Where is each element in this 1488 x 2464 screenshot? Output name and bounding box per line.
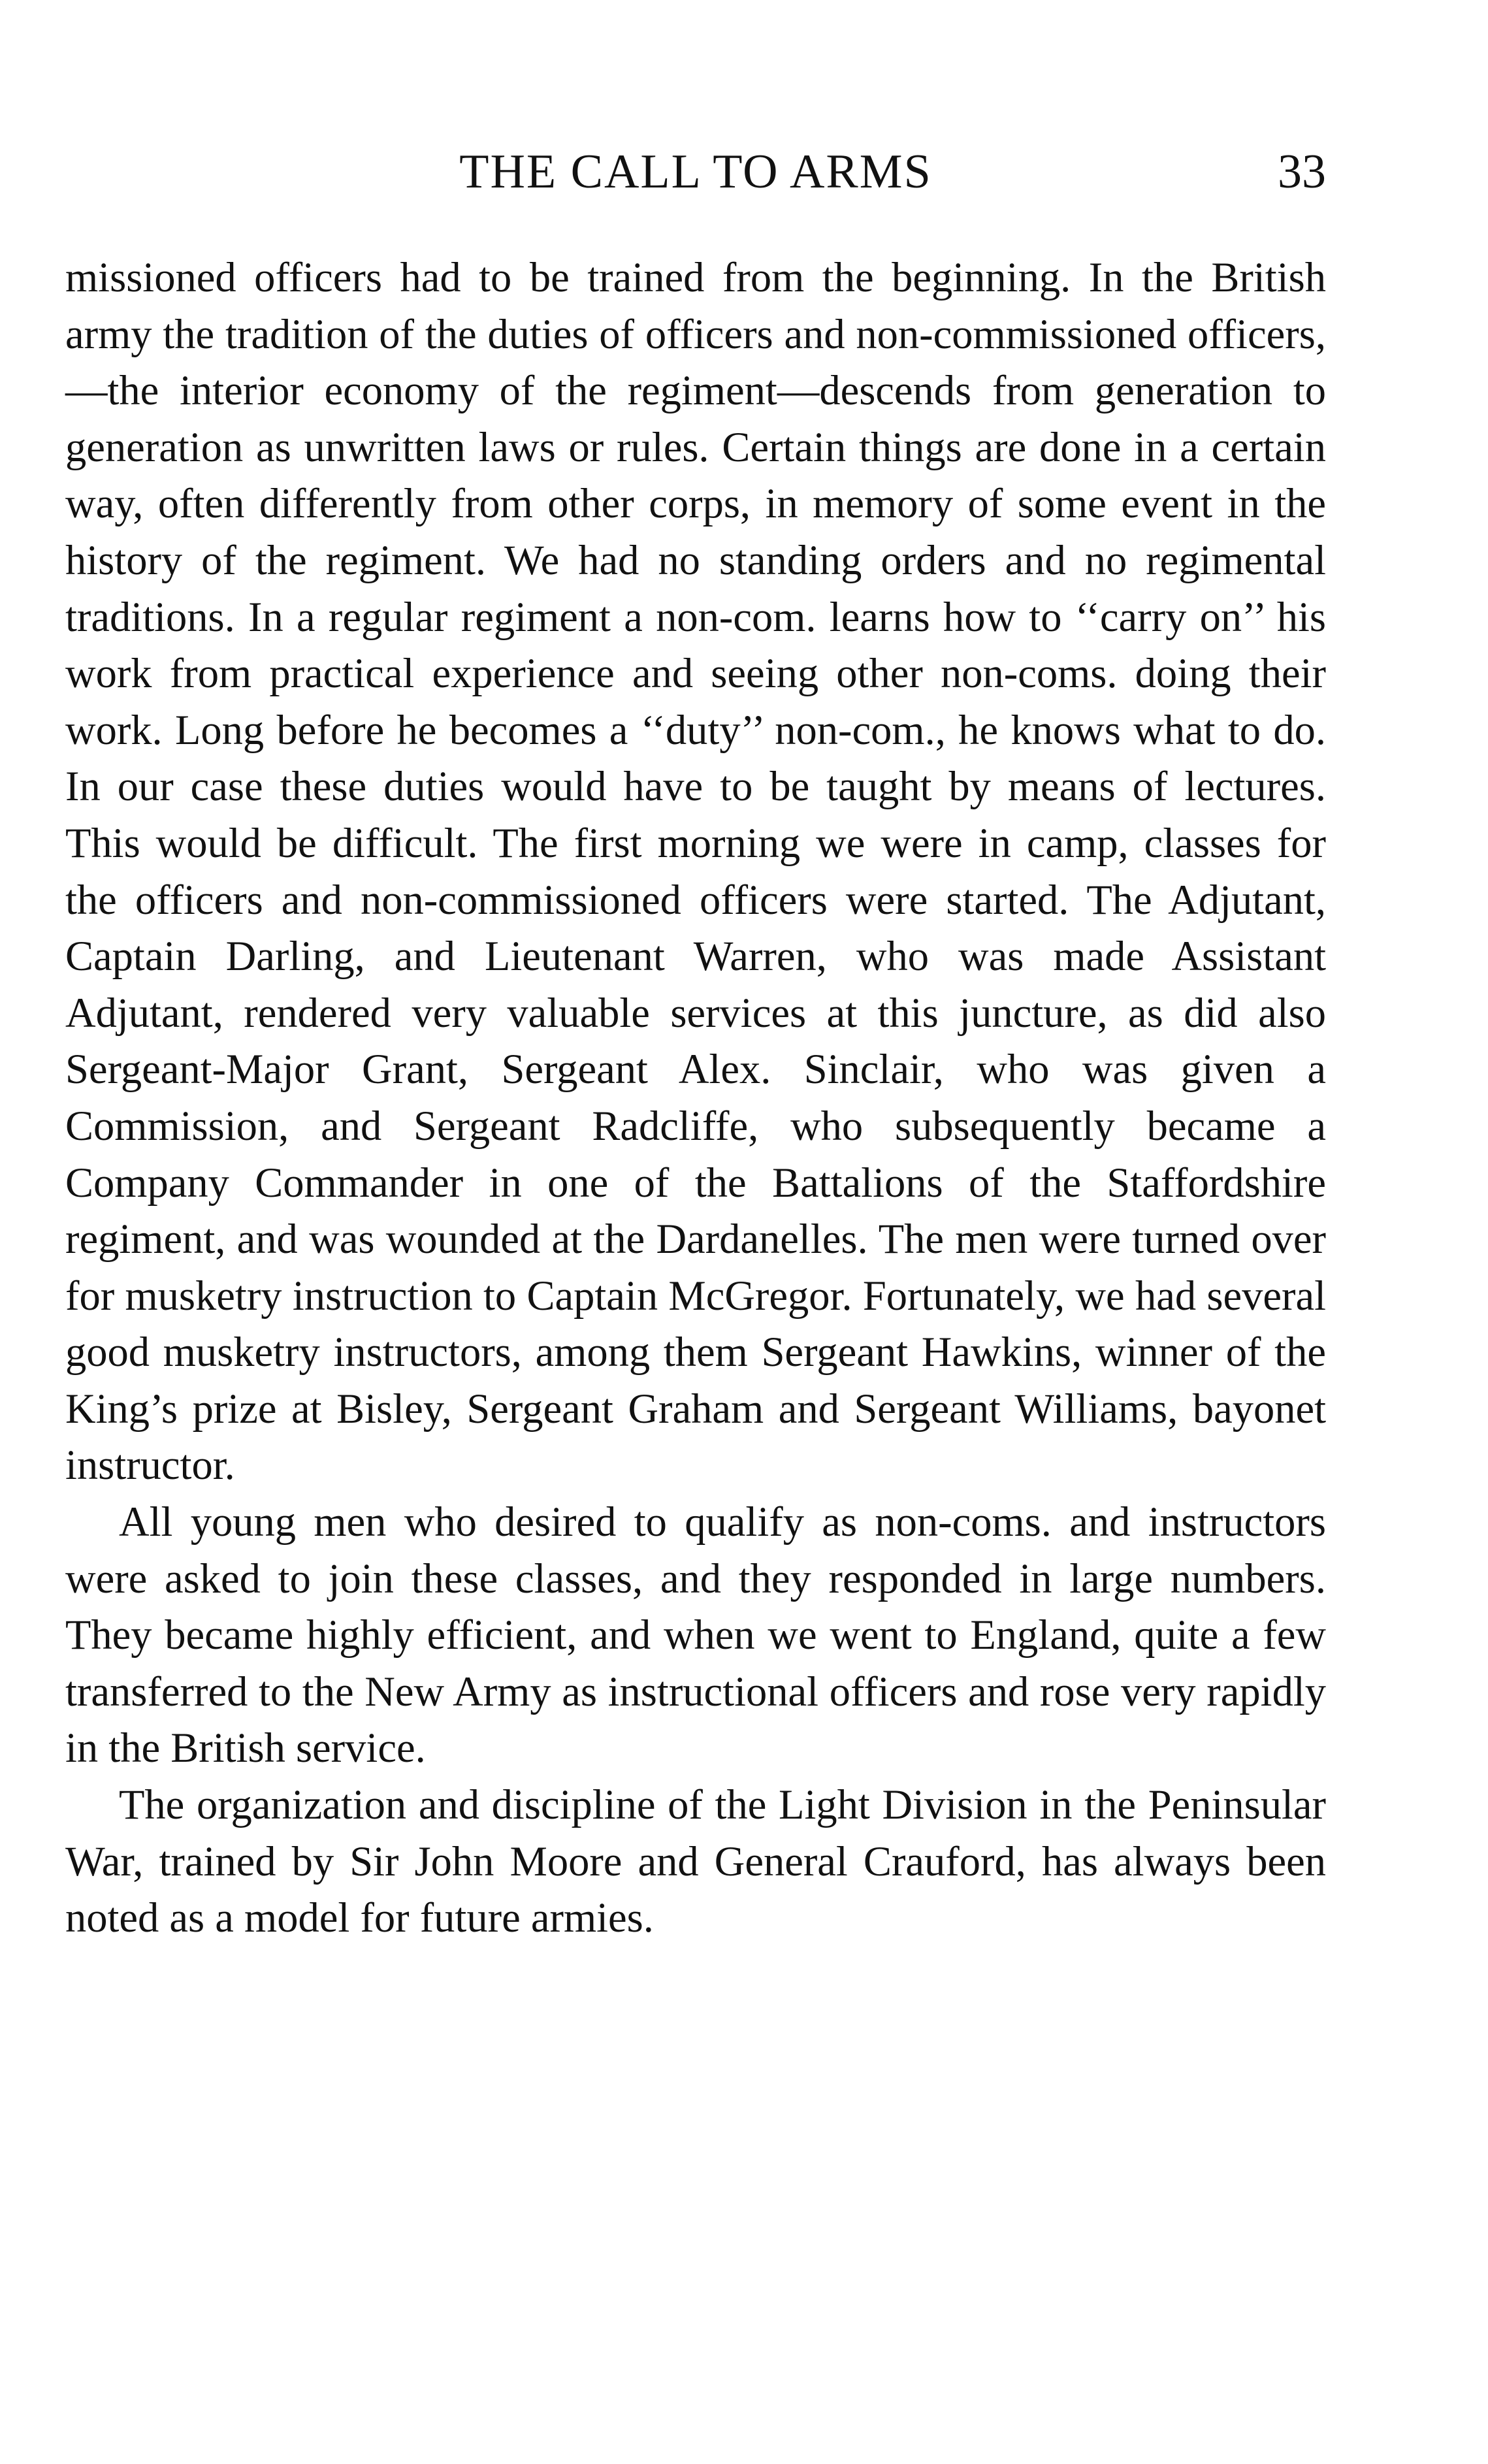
page-number: 33 [1278,145,1326,199]
paragraph-continued: missioned officers had to be trained from the beginning. In the British army the tradition of the duties of officers and non-commissioned officers,—the interior economy of the regiment—descends from generation to generation as unwritten laws or rules. Certain things are done in a certain way, often differently from other corps, in memory of some event in the history of the regiment. We had no standing orders and no regimental traditions. In a regular regiment a non-com. learns how to ‘‘carry on’’ his work from practical experience and seeing other non-coms. doing their work. Long before he becomes a ‘‘duty’’ non-com., he knows what to do. In our case these duties would have to be taught by means of lectures. This would be difficult. The first morning we were in camp, classes for the officers and non-commissioned officers were started. The Adjutant, Captain Darling, and Lieutenant Warren, who was made Assistant Adjutant, rendered very valuable services at this juncture, as did also Sergeant-Major Grant, Sergeant Alex. Sinclair, who was given a Commission, and Sergeant Radcliffe, who subsequently became a Company Commander in one of the Battalions of the Staffordshire regiment, and was wounded at the Dardanelles. The men were turned over for musketry instruction to Captain McGregor. Fortunately, we had several good musketry instructors, among them Sergeant Hawkins, winner of the King’s prize at Bisley, Sergeant Graham and Sergeant Williams, bayonet instructor. [65,254,1326,1489]
body-text [65,250,1326,1947]
paragraph: The organization and discipline of the Light Division in the Peninsular War, trained by Sir John Moore and General Crauford, has always been noted as a model for future armies. [65,1781,1326,1941]
paragraph: All young men who desired to qualify as non-coms. and instructors were asked to join these classes, and they responded in large numbers. They became highly efficient, and when we went to England, quite a few transferred to the New Army as instructional officers and rose very rapidly in the British service. [65,1499,1326,1772]
running-head [65,142,1326,201]
running-title: THE CALL TO ARMS [459,145,932,199]
